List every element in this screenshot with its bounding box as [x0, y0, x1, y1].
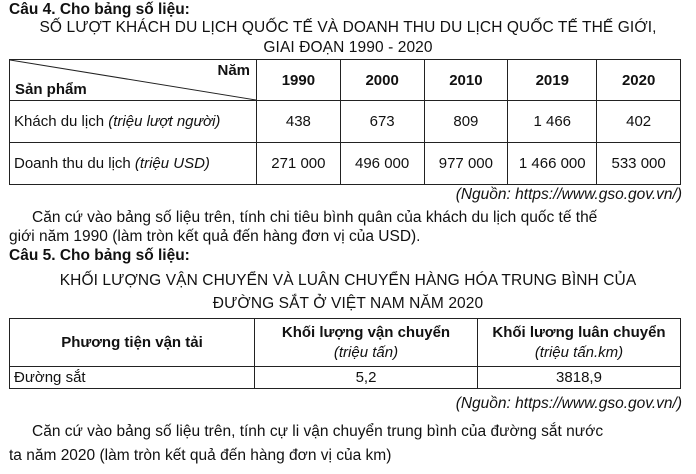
- year-2020: 2020: [597, 60, 681, 101]
- question-4-heading: Câu 4. Cho bảng số liệu:: [9, 1, 190, 18]
- table-header-row: [10, 60, 681, 101]
- table-cell: 438: [257, 101, 341, 143]
- product-header: Sản phẩm: [15, 81, 87, 98]
- year-2019: 2019: [508, 60, 597, 101]
- table-1-title-line-1: SỐ LƯỢT KHÁCH DU LỊCH QUỐC TẾ VÀ DOANH THU DU LỊCH QUỐC TẾ THẾ GIỚI,: [39, 19, 657, 36]
- table-2-title-line-1: KHỐI LƯỢNG VẬN CHUYỂN VÀ LUÂN CHUYỂN HÀNG HÓA TRUNG BÌNH CỦA: [59, 272, 637, 289]
- table-cell: 5,2: [255, 367, 478, 389]
- question-5-heading: Câu 5. Cho bảng số liệu:: [9, 247, 190, 264]
- transport-header: Phương tiện vận tải: [10, 319, 255, 367]
- year-header: Năm: [217, 62, 250, 79]
- row-label: Doanh thu du lịch (triệu USD): [10, 143, 257, 185]
- turnover-header: Khối lương luân chuyển (triệu tấn.km): [478, 319, 681, 367]
- table-row: [10, 367, 681, 389]
- table-header-row: [10, 319, 681, 367]
- year-1990: 1990: [257, 60, 341, 101]
- table-2-title-line-2: ĐƯỜNG SẮT Ở VIỆT NAM NĂM 2020: [212, 295, 484, 312]
- question-5-text-line-1: Căn cứ vào bảng số liệu trên, tính cự li vận chuyển trung bình của đường sắt nước: [32, 423, 604, 440]
- table-row: [10, 101, 681, 143]
- year-2000: 2000: [340, 60, 424, 101]
- railway-table: [9, 318, 681, 389]
- table-cell: 3818,9: [478, 367, 681, 389]
- table-cell: 1 466 000: [508, 143, 597, 185]
- table-row: [10, 143, 681, 185]
- table-cell: 496 000: [340, 143, 424, 185]
- row-label: Đường sắt: [10, 367, 255, 389]
- table-cell: 271 000: [257, 143, 341, 185]
- tourism-table: [9, 59, 681, 185]
- question-4-text-line-2: giới năm 1990 (làm tròn kết quả đến hàng đơn vị của USD).: [9, 228, 421, 245]
- diagonal-header-cell: [10, 60, 257, 101]
- table-2-source: (Nguồn: https://www.gso.gov.vn/): [455, 395, 682, 412]
- table-cell: 809: [424, 101, 508, 143]
- table-cell: 1 466: [508, 101, 597, 143]
- table-1-title-line-2: GIAI ĐOẠN 1990 - 2020: [263, 39, 433, 56]
- question-4-text-line-1: Căn cứ vào bảng số liệu trên, tính chi tiêu bình quân của khách du lịch quốc tế thế: [32, 209, 598, 226]
- table-cell: 533 000: [597, 143, 681, 185]
- table-cell: 402: [597, 101, 681, 143]
- row-label: Khách du lịch (triệu lượt người): [10, 101, 257, 143]
- table-1-source: (Nguồn: https://www.gso.gov.vn/): [455, 186, 682, 203]
- table-cell: 673: [340, 101, 424, 143]
- table-cell: 977 000: [424, 143, 508, 185]
- volume-header: Khối lượng vận chuyển (triệu tấn): [255, 319, 478, 367]
- year-2010: 2010: [424, 60, 508, 101]
- question-5-text-line-2: ta năm 2020 (làm tròn kết quả đến hàng đơn vị của km): [9, 447, 392, 464]
